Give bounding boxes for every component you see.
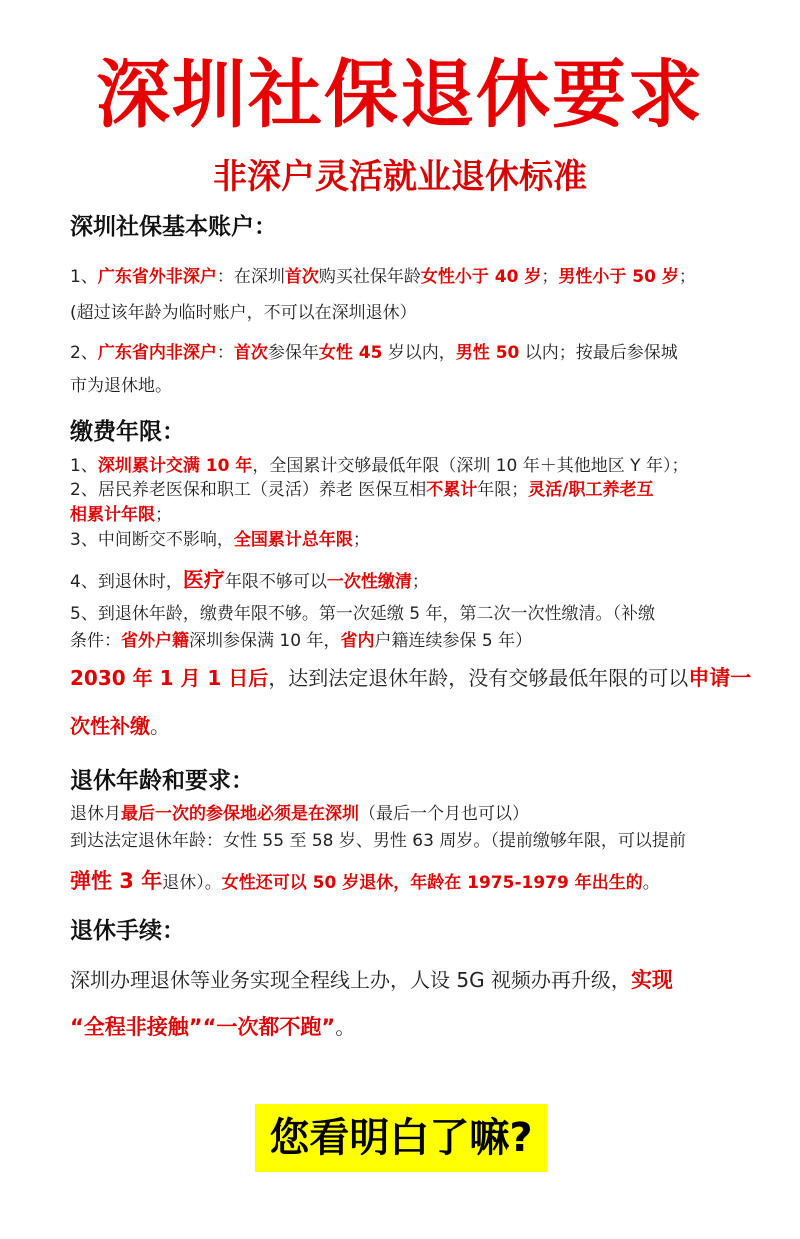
payment-item-5-cont: 条件：省外户籍深圳参保满 10 年，省内户籍连续参保 5 年） bbox=[70, 631, 533, 651]
payment-item-1: 1、深圳累计交满 10 年，全国累计交够最低年限（深圳 10 年＋其他地区 Y 年）； bbox=[70, 456, 689, 476]
payment-item-3: 3、中间断交不影响，全国累计总年限； bbox=[70, 530, 370, 550]
payment-note: 2030 年 1 月 1 日后，达到法定退休年龄，没有交够最低年限的可以申请一 bbox=[70, 666, 752, 690]
closing-text: 您看明白了嘛? bbox=[269, 1115, 533, 1161]
retirement-age-line-2: 到达法定退休年龄：女性 55 至 58 岁、男性 63 周岁。（提前缴够年限，可以提前 bbox=[70, 831, 686, 851]
payment-item-5: 5、到退休年龄，缴费年限不够。第一次延缴 5 年，第二次一次性缴清。（补缴 bbox=[70, 604, 655, 624]
section-heading-payment: 缴费年限： bbox=[70, 419, 185, 445]
retirement-age-line-1: 退休月最后一次的参保地必须是在深圳（最后一个月也可以） bbox=[70, 804, 529, 824]
account-item-2: 2、广东省内非深户：首次参保年女性 45 岁以内，男性 50 以内；按最后参保城 bbox=[70, 343, 678, 363]
procedure-line-1: 深圳办理退休等业务实现全程线上办，人设 5G 视频办再升级，实现 bbox=[70, 968, 673, 992]
closing-banner bbox=[255, 1104, 547, 1172]
payment-item-2: 2、居民养老医保和职工（灵活）养老 医保互相不累计年限；灵活/职工养老互 bbox=[70, 480, 654, 500]
payment-note-cont: 次性补缴。 bbox=[70, 714, 170, 738]
payment-item-4: 4、到退休时，医疗年限不够可以一次性缴清； bbox=[70, 568, 429, 592]
account-item-1-cont: (超过该年龄为临时账户，不可以在深圳退休） bbox=[70, 303, 417, 323]
retirement-age-line-3: 弹性 3 年退休）。女性还可以 50 岁退休，年龄在 1975-1979 年出生的。 bbox=[70, 869, 660, 893]
section-heading-account: 深圳社保基本账户： bbox=[70, 214, 277, 240]
section-heading-retirement-age: 退休年龄和要求： bbox=[70, 768, 254, 794]
page-title: 深圳社保退休要求 bbox=[96, 52, 704, 138]
account-item-1: 1、广东省外非深户：在深圳首次购买社保年龄女性小于 40 岁；男性小于 50 岁； bbox=[70, 267, 696, 287]
page-subtitle: 非深户灵活就业退休标准 bbox=[213, 157, 587, 197]
section-heading-procedure: 退休手续： bbox=[70, 918, 185, 944]
payment-item-2-cont: 相累计年限； bbox=[70, 505, 172, 525]
account-item-2-cont: 市为退休地。 bbox=[70, 376, 172, 396]
procedure-line-2: “全程非接触”“一次都不跑”。 bbox=[70, 1015, 356, 1039]
